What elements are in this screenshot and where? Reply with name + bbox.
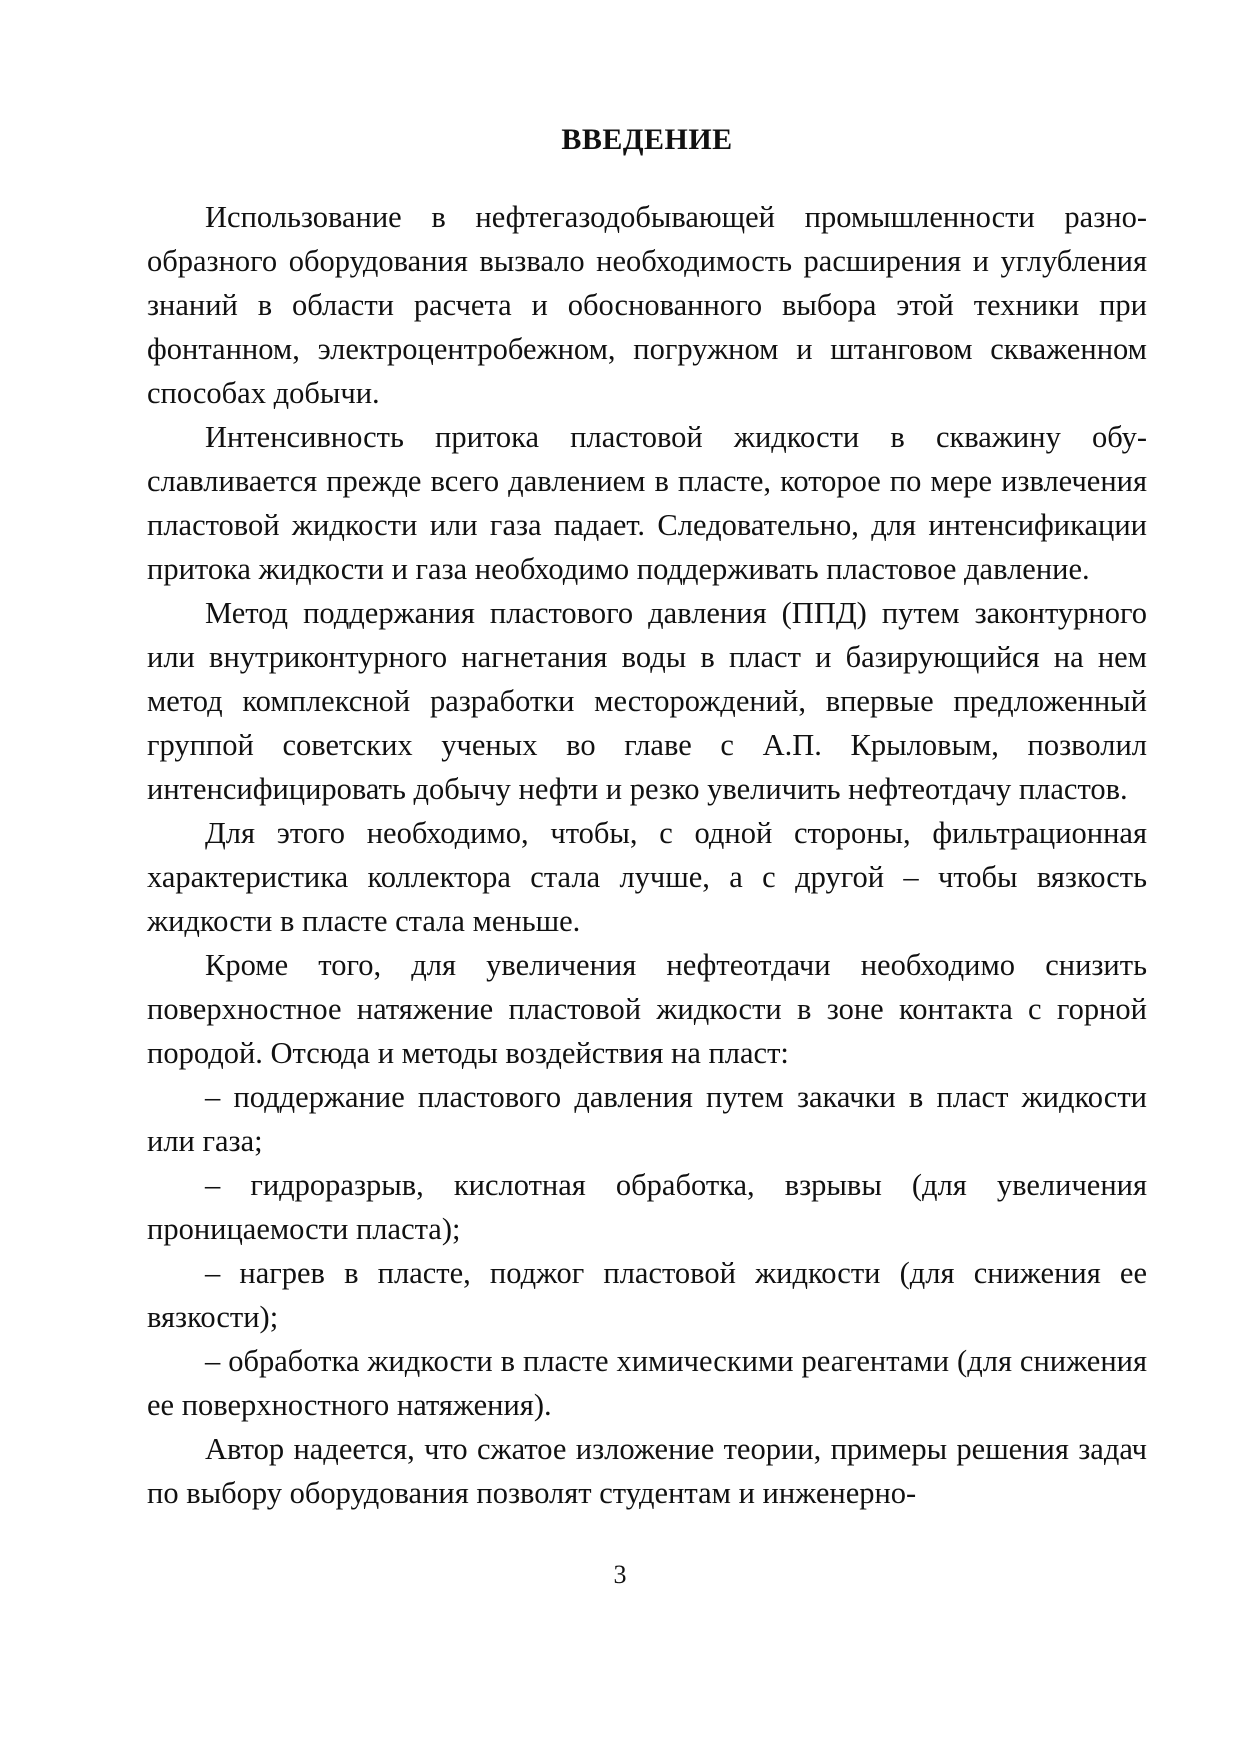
paragraph: Интенсивность притока пластовой жидкости в скважину обуславливается прежде всего давлением в пласте, которое по мере извлечения пластовой жидкости или газа падает. Следовательно, для интенсификации притока жидкости и газа необходимо поддерживать пластовое давление. xyxy=(147,420,1147,586)
paragraph: Кроме того, для увеличения нефтеотдачи необходимо снизить поверхностное натяжение пластовой жидкости в зоне контакта с горной породой. Отсюда и методы воздействия на пласт: xyxy=(147,948,1147,1070)
list-item: – гидроразрыв, кислотная обработка, взрывы (для увеличения проницаемости пласта); xyxy=(147,1168,1147,1246)
paragraph: Использование в нефтегазодобывающей промышленности разнообразного оборудования вызвало необходимость расширения и углубления знаний в области расчета и обоснованного выбора этой техники при фонтанном, электроцентробежном, погружном и штанговом скваженном способах добычи. xyxy=(147,200,1147,410)
paragraph: Метод поддержания пластового давления (ППД) путем законтурного или внутриконтурного нагнетания воды в пласт и базирующийся на нем метод комплексной разработки месторождений, впервые предложенный группой советских ученых во главе с А.П. Крыловым, позволил интенсифицировать добычу нефти и резко увеличить нефтеотдачу пластов. xyxy=(147,596,1147,806)
page-title: ВВЕДЕНИЕ xyxy=(561,123,733,156)
list-item: – нагрев в пласте, поджог пластовой жидкости (для снижения ее вязкости); xyxy=(147,1256,1147,1334)
page-number: 3 xyxy=(613,1560,627,1589)
list-item: – обработка жидкости в пласте химическими реагентами (для снижения ее поверхностного натяжения). xyxy=(147,1344,1147,1422)
paragraph: Для этого необходимо, чтобы, с одной стороны, фильтрационная характеристика коллектора стала лучше, а с другой – чтобы вязкость жидкости в пласте стала меньше. xyxy=(147,816,1147,938)
list-item: – поддержание пластового давления путем закачки в пласт жидкости или газа; xyxy=(147,1080,1147,1158)
page-body xyxy=(147,118,1147,1515)
document-text xyxy=(147,195,1147,1515)
paragraph: Автор надеется, что сжатое изложение теории, примеры решения задач по выбору оборудования позволят студентам и инженерно- xyxy=(147,1432,1147,1510)
